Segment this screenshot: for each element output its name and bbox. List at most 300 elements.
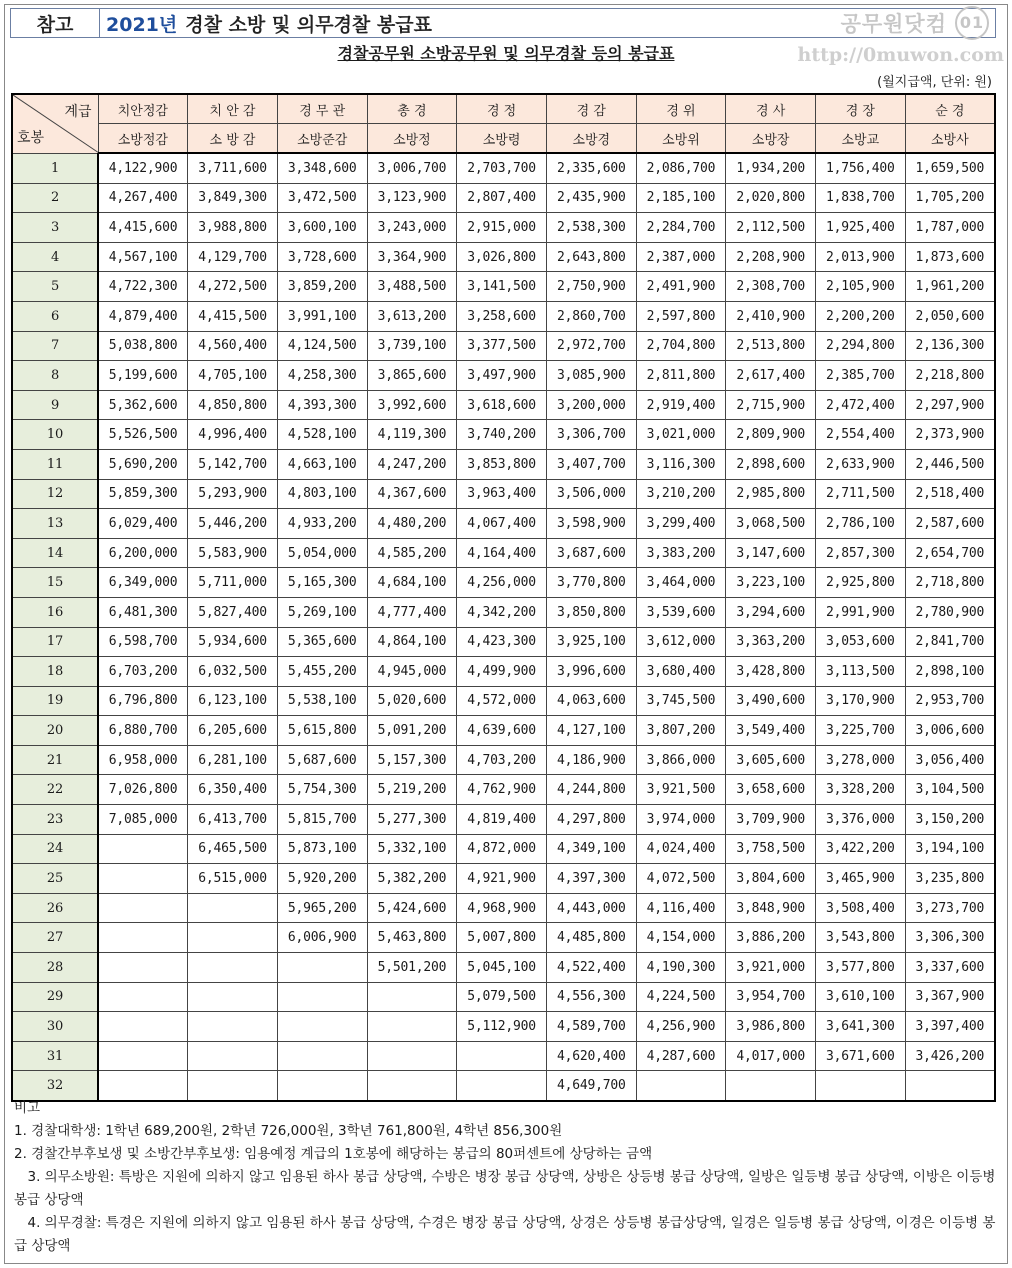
- salary-cell: 2,020,800: [726, 183, 816, 213]
- salary-cell: [277, 1012, 367, 1042]
- salary-cell: 2,704,800: [636, 331, 726, 361]
- salary-cell: 2,050,600: [905, 301, 995, 331]
- salary-cell: [98, 1012, 188, 1042]
- title-year: 2021년: [106, 13, 178, 36]
- corner-rank-label: 계급: [64, 104, 92, 120]
- table-row: [12, 716, 995, 746]
- step-number-cell: 20: [12, 716, 98, 746]
- salary-cell: 4,258,300: [277, 361, 367, 391]
- salary-cell: 2,711,500: [816, 479, 906, 509]
- salary-cell: 3,853,800: [457, 449, 547, 479]
- step-number-cell: 16: [12, 597, 98, 627]
- salary-cell: 6,598,700: [98, 627, 188, 657]
- salary-cell: 4,415,500: [188, 301, 278, 331]
- salary-cell: 2,857,300: [816, 538, 906, 568]
- salary-cell: 3,278,000: [816, 745, 906, 775]
- salary-cell: 6,515,000: [188, 864, 278, 894]
- salary-cell: 3,328,200: [816, 775, 906, 805]
- salary-cell: 3,465,900: [816, 864, 906, 894]
- salary-cell: 2,335,600: [546, 153, 636, 183]
- salary-cell: [98, 923, 188, 953]
- salary-cell: 3,428,800: [726, 657, 816, 687]
- salary-cell: 3,921,000: [726, 953, 816, 983]
- salary-cell: 2,654,700: [905, 538, 995, 568]
- salary-cell: 4,367,600: [367, 479, 457, 509]
- salary-cell: 2,633,900: [816, 449, 906, 479]
- salary-cell: 3,849,300: [188, 183, 278, 213]
- salary-cell: 3,422,200: [816, 834, 906, 864]
- table-row: [12, 183, 995, 213]
- salary-cell: 2,491,900: [636, 272, 726, 302]
- step-number-cell: 30: [12, 1012, 98, 1042]
- table-row: [12, 153, 995, 183]
- salary-cell: 3,680,400: [636, 657, 726, 687]
- table-row: [12, 1012, 995, 1042]
- fire-rank-header: 소방준감: [277, 124, 367, 154]
- salary-cell: 2,136,300: [905, 331, 995, 361]
- salary-cell: [98, 953, 188, 983]
- salary-cell: 4,522,400: [546, 953, 636, 983]
- step-number-cell: 10: [12, 420, 98, 450]
- fire-rank-header: 소방위: [636, 124, 726, 154]
- fire-rank-header: 소방정: [367, 124, 457, 154]
- salary-cell: 4,297,800: [546, 805, 636, 835]
- table-row: [12, 301, 995, 331]
- salary-cell: 3,618,600: [457, 390, 547, 420]
- salary-cell: 2,387,000: [636, 242, 726, 272]
- salary-cell: [98, 893, 188, 923]
- police-rank-header: 경 감: [546, 94, 636, 124]
- step-number-cell: 19: [12, 686, 98, 716]
- salary-cell: 2,284,700: [636, 213, 726, 243]
- salary-cell: 4,067,400: [457, 509, 547, 539]
- salary-cell: 4,423,300: [457, 627, 547, 657]
- step-number-cell: 31: [12, 1041, 98, 1071]
- salary-cell: 2,086,700: [636, 153, 726, 183]
- salary-cell: 4,996,400: [188, 420, 278, 450]
- salary-cell: 4,017,000: [726, 1041, 816, 1071]
- salary-cell: 5,424,600: [367, 893, 457, 923]
- salary-cell: 3,397,400: [905, 1012, 995, 1042]
- salary-cell: 3,600,100: [277, 213, 367, 243]
- salary-cell: 3,407,700: [546, 449, 636, 479]
- title-bar: [10, 8, 996, 38]
- salary-cell: 4,287,600: [636, 1041, 726, 1071]
- salary-cell: 2,105,900: [816, 272, 906, 302]
- salary-cell: 4,722,300: [98, 272, 188, 302]
- salary-cell: 3,865,600: [367, 361, 457, 391]
- table-row: [12, 213, 995, 243]
- salary-cell: 4,589,700: [546, 1012, 636, 1042]
- salary-cell: 4,803,100: [277, 479, 367, 509]
- salary-cell: 6,958,000: [98, 745, 188, 775]
- salary-cell: 2,715,900: [726, 390, 816, 420]
- salary-cell: 5,079,500: [457, 982, 547, 1012]
- salary-cell: 4,267,400: [98, 183, 188, 213]
- salary-cell: 3,306,300: [905, 923, 995, 953]
- salary-cell: 5,293,900: [188, 479, 278, 509]
- step-number-cell: 25: [12, 864, 98, 894]
- salary-cell: 3,539,600: [636, 597, 726, 627]
- salary-cell: 4,224,500: [636, 982, 726, 1012]
- salary-cell: 5,446,200: [188, 509, 278, 539]
- salary-cell: 2,208,900: [726, 242, 816, 272]
- salary-cell: 5,815,700: [277, 805, 367, 835]
- salary-cell: 7,026,800: [98, 775, 188, 805]
- table-row: [12, 509, 995, 539]
- salary-cell: 3,113,500: [816, 657, 906, 687]
- fire-rank-header: 소방사: [905, 124, 995, 154]
- salary-table: [11, 93, 996, 1102]
- step-number-cell: 3: [12, 213, 98, 243]
- salary-cell: 3,053,600: [816, 627, 906, 657]
- salary-cell: 3,426,200: [905, 1041, 995, 1071]
- salary-cell: 3,243,000: [367, 213, 457, 243]
- brand-badge-icon: 01: [955, 6, 989, 40]
- salary-cell: 5,157,300: [367, 745, 457, 775]
- salary-cell: 3,348,600: [277, 153, 367, 183]
- reference-tag: 참고: [11, 9, 100, 37]
- salary-cell: 3,383,200: [636, 538, 726, 568]
- remarks-heading: 비고: [14, 1100, 41, 1116]
- salary-cell: 2,294,800: [816, 331, 906, 361]
- salary-cell: 5,965,200: [277, 893, 367, 923]
- salary-cell: 4,572,000: [457, 686, 547, 716]
- salary-cell: 5,277,300: [367, 805, 457, 835]
- salary-cell: 5,827,400: [188, 597, 278, 627]
- salary-cell: 3,363,200: [726, 627, 816, 657]
- table-row: [12, 390, 995, 420]
- salary-cell: [188, 982, 278, 1012]
- salary-cell: 1,659,500: [905, 153, 995, 183]
- salary-cell: 3,577,800: [816, 953, 906, 983]
- salary-cell: 3,687,600: [546, 538, 636, 568]
- salary-cell: 4,762,900: [457, 775, 547, 805]
- salary-cell: 4,864,100: [367, 627, 457, 657]
- salary-cell: 2,953,700: [905, 686, 995, 716]
- salary-cell: 3,170,900: [816, 686, 906, 716]
- salary-cell: 4,968,900: [457, 893, 547, 923]
- step-number-cell: 5: [12, 272, 98, 302]
- salary-cell: 2,013,900: [816, 242, 906, 272]
- table-row: [12, 331, 995, 361]
- salary-cell: 3,258,600: [457, 301, 547, 331]
- salary-cell: [367, 1012, 457, 1042]
- salary-cell: 5,362,600: [98, 390, 188, 420]
- salary-cell: 2,200,200: [816, 301, 906, 331]
- salary-cell: 3,021,000: [636, 420, 726, 450]
- salary-cell: 2,538,300: [546, 213, 636, 243]
- salary-cell: 3,921,500: [636, 775, 726, 805]
- salary-cell: 2,809,900: [726, 420, 816, 450]
- salary-cell: 2,841,700: [905, 627, 995, 657]
- salary-cell: 4,272,500: [188, 272, 278, 302]
- step-number-cell: 7: [12, 331, 98, 361]
- salary-cell: 4,119,300: [367, 420, 457, 450]
- fire-rank-header: 소방장: [726, 124, 816, 154]
- salary-cell: 4,639,600: [457, 716, 547, 746]
- salary-cell: 3,804,600: [726, 864, 816, 894]
- step-number-cell: 9: [12, 390, 98, 420]
- salary-cell: 4,186,900: [546, 745, 636, 775]
- salary-cell: 5,455,200: [277, 657, 367, 687]
- salary-cell: 5,859,300: [98, 479, 188, 509]
- salary-cell: 4,129,700: [188, 242, 278, 272]
- salary-cell: 2,297,900: [905, 390, 995, 420]
- salary-cell: 4,247,200: [367, 449, 457, 479]
- salary-cell: 2,780,900: [905, 597, 995, 627]
- step-number-cell: 32: [12, 1071, 98, 1101]
- salary-cell: 2,786,100: [816, 509, 906, 539]
- salary-cell: 1,934,200: [726, 153, 816, 183]
- salary-cell: 4,154,000: [636, 923, 726, 953]
- salary-cell: 3,141,500: [457, 272, 547, 302]
- salary-cell: 5,165,300: [277, 568, 367, 598]
- salary-cell: 5,142,700: [188, 449, 278, 479]
- salary-cell: 3,598,900: [546, 509, 636, 539]
- salary-cell: 3,306,700: [546, 420, 636, 450]
- table-row: [12, 479, 995, 509]
- salary-cell: 4,024,400: [636, 834, 726, 864]
- salary-cell: 5,269,100: [277, 597, 367, 627]
- salary-cell: 5,199,600: [98, 361, 188, 391]
- remark-item: 2. 경찰간부후보생 및 소방간부후보생: 임용예정 계급의 1호봉에 해당하는 봉급의 80퍼센트에 상당하는 금액: [14, 1146, 653, 1162]
- salary-cell: 2,435,900: [546, 183, 636, 213]
- step-number-cell: 13: [12, 509, 98, 539]
- salary-cell: 5,332,100: [367, 834, 457, 864]
- salary-cell: 5,526,500: [98, 420, 188, 450]
- salary-cell: 6,006,900: [277, 923, 367, 953]
- salary-cell: [98, 864, 188, 894]
- salary-cell: 5,873,100: [277, 834, 367, 864]
- police-rank-header: 경 정: [457, 94, 547, 124]
- salary-cell: 4,349,100: [546, 834, 636, 864]
- police-rank-header: 순 경: [905, 94, 995, 124]
- salary-cell: 3,988,800: [188, 213, 278, 243]
- salary-cell: 4,663,100: [277, 449, 367, 479]
- police-rank-header: 경 무 관: [277, 94, 367, 124]
- salary-cell: 4,443,000: [546, 893, 636, 923]
- salary-cell: 3,147,600: [726, 538, 816, 568]
- salary-cell: 2,472,400: [816, 390, 906, 420]
- salary-cell: 6,350,400: [188, 775, 278, 805]
- salary-cell: 2,925,800: [816, 568, 906, 598]
- step-number-cell: 4: [12, 242, 98, 272]
- salary-cell: 3,223,100: [726, 568, 816, 598]
- table-row: [12, 538, 995, 568]
- salary-cell: 2,898,100: [905, 657, 995, 687]
- step-number-cell: 12: [12, 479, 98, 509]
- salary-cell: 4,649,700: [546, 1071, 636, 1101]
- salary-cell: [188, 1012, 278, 1042]
- salary-cell: 2,446,500: [905, 449, 995, 479]
- salary-cell: [188, 953, 278, 983]
- salary-cell: 3,506,000: [546, 479, 636, 509]
- salary-cell: 3,758,500: [726, 834, 816, 864]
- step-number-cell: 23: [12, 805, 98, 835]
- salary-cell: 4,620,400: [546, 1041, 636, 1071]
- salary-cell: 2,185,100: [636, 183, 726, 213]
- salary-cell: 2,554,400: [816, 420, 906, 450]
- salary-cell: 2,750,900: [546, 272, 636, 302]
- salary-cell: 1,873,600: [905, 242, 995, 272]
- salary-cell: 3,367,900: [905, 982, 995, 1012]
- table-row: [12, 242, 995, 272]
- salary-cell: 3,299,400: [636, 509, 726, 539]
- salary-cell: 3,605,600: [726, 745, 816, 775]
- salary-cell: 3,508,400: [816, 893, 906, 923]
- salary-cell: 3,464,000: [636, 568, 726, 598]
- fire-rank-header: 소방경: [546, 124, 636, 154]
- salary-cell: 3,056,400: [905, 745, 995, 775]
- table-row: [12, 657, 995, 687]
- salary-cell: 4,819,400: [457, 805, 547, 835]
- salary-cell: 3,739,100: [367, 331, 457, 361]
- salary-cell: 2,513,800: [726, 331, 816, 361]
- police-rank-header: 총 경: [367, 94, 457, 124]
- salary-cell: 3,376,000: [816, 805, 906, 835]
- salary-cell: 2,112,500: [726, 213, 816, 243]
- salary-cell: 5,538,100: [277, 686, 367, 716]
- table-row: [12, 568, 995, 598]
- police-rank-header-row: [12, 94, 995, 124]
- salary-cell: 3,740,200: [457, 420, 547, 450]
- salary-cell: 3,104,500: [905, 775, 995, 805]
- salary-cell: 4,485,800: [546, 923, 636, 953]
- salary-cell: 3,963,400: [457, 479, 547, 509]
- table-row: [12, 449, 995, 479]
- salary-cell: 4,777,400: [367, 597, 457, 627]
- salary-cell: 5,754,300: [277, 775, 367, 805]
- salary-cell: 5,615,800: [277, 716, 367, 746]
- salary-cell: 3,612,000: [636, 627, 726, 657]
- salary-cell: 3,210,200: [636, 479, 726, 509]
- salary-cell: 4,397,300: [546, 864, 636, 894]
- salary-cell: [277, 1041, 367, 1071]
- salary-cell: 3,991,100: [277, 301, 367, 331]
- salary-cell: [277, 982, 367, 1012]
- salary-cell: 6,205,600: [188, 716, 278, 746]
- salary-cell: 5,382,200: [367, 864, 457, 894]
- salary-cell: 6,413,700: [188, 805, 278, 835]
- salary-cell: 4,945,000: [367, 657, 457, 687]
- step-number-cell: 18: [12, 657, 98, 687]
- salary-cell: 2,218,800: [905, 361, 995, 391]
- salary-cell: 2,518,400: [905, 479, 995, 509]
- salary-cell: 2,308,700: [726, 272, 816, 302]
- salary-cell: 3,364,900: [367, 242, 457, 272]
- salary-cell: 2,985,800: [726, 479, 816, 509]
- corner-step-label: 호봉: [17, 129, 45, 146]
- salary-cell: 3,886,200: [726, 923, 816, 953]
- step-number-cell: 8: [12, 361, 98, 391]
- salary-cell: [98, 982, 188, 1012]
- table-row: [12, 420, 995, 450]
- salary-cell: 3,150,200: [905, 805, 995, 835]
- salary-cell: 3,848,900: [726, 893, 816, 923]
- table-row: [12, 1041, 995, 1071]
- salary-cell: [188, 893, 278, 923]
- salary-cell: 5,583,900: [188, 538, 278, 568]
- salary-cell: 3,337,600: [905, 953, 995, 983]
- salary-cell: 3,807,200: [636, 716, 726, 746]
- step-number-cell: 15: [12, 568, 98, 598]
- fire-rank-header-row: [12, 124, 995, 154]
- salary-cell: 2,385,700: [816, 361, 906, 391]
- table-row: [12, 893, 995, 923]
- salary-cell: 5,038,800: [98, 331, 188, 361]
- salary-cell: 4,921,900: [457, 864, 547, 894]
- table-row: [12, 745, 995, 775]
- salary-cell: 3,225,700: [816, 716, 906, 746]
- salary-cell: 3,658,600: [726, 775, 816, 805]
- salary-cell: 5,501,200: [367, 953, 457, 983]
- salary-cell: 3,123,900: [367, 183, 457, 213]
- salary-cell: [277, 953, 367, 983]
- salary-cell: 2,972,700: [546, 331, 636, 361]
- salary-cell: 4,415,600: [98, 213, 188, 243]
- salary-cell: 3,490,600: [726, 686, 816, 716]
- salary-cell: 2,991,900: [816, 597, 906, 627]
- table-row: [12, 923, 995, 953]
- table-row: [12, 805, 995, 835]
- salary-cell: 3,194,100: [905, 834, 995, 864]
- police-rank-header: 경 장: [816, 94, 906, 124]
- salary-cell: 3,085,900: [546, 361, 636, 391]
- salary-cell: 5,687,600: [277, 745, 367, 775]
- salary-cell: 1,756,400: [816, 153, 906, 183]
- table-row: [12, 686, 995, 716]
- salary-cell: 6,032,500: [188, 657, 278, 687]
- url-watermark: http://0muwon.com: [797, 44, 1004, 66]
- salary-cell: 5,690,200: [98, 449, 188, 479]
- fire-rank-header: 소방교: [816, 124, 906, 154]
- fire-rank-header: 소방정감: [98, 124, 188, 154]
- salary-cell: 4,190,300: [636, 953, 726, 983]
- salary-cell: 6,200,000: [98, 538, 188, 568]
- salary-cell: [188, 1041, 278, 1071]
- salary-cell: 3,745,500: [636, 686, 726, 716]
- salary-cell: 3,709,900: [726, 805, 816, 835]
- salary-cell: 5,920,200: [277, 864, 367, 894]
- salary-cell: 5,365,600: [277, 627, 367, 657]
- salary-cell: 6,281,100: [188, 745, 278, 775]
- police-rank-header: 치 안 감: [188, 94, 278, 124]
- salary-cell: 3,200,000: [546, 390, 636, 420]
- salary-cell: 3,068,500: [726, 509, 816, 539]
- salary-cell: 4,879,400: [98, 301, 188, 331]
- salary-cell: 4,850,800: [188, 390, 278, 420]
- salary-cell: 6,029,400: [98, 509, 188, 539]
- salary-cell: 5,463,800: [367, 923, 457, 953]
- salary-cell: 3,497,900: [457, 361, 547, 391]
- step-number-cell: 17: [12, 627, 98, 657]
- salary-cell: 4,342,200: [457, 597, 547, 627]
- salary-cell: 3,711,600: [188, 153, 278, 183]
- salary-cell: 3,488,500: [367, 272, 457, 302]
- salary-cell: 4,703,200: [457, 745, 547, 775]
- salary-cell: 5,091,200: [367, 716, 457, 746]
- salary-cell: 3,116,300: [636, 449, 726, 479]
- salary-cell: [188, 923, 278, 953]
- brand-name: 공무원닷컴: [840, 12, 947, 36]
- step-number-cell: 28: [12, 953, 98, 983]
- table-row: [12, 864, 995, 894]
- salary-cell: 5,112,900: [457, 1012, 547, 1042]
- salary-cell: 4,560,400: [188, 331, 278, 361]
- salary-cell: 4,705,100: [188, 361, 278, 391]
- salary-cell: 2,643,800: [546, 242, 636, 272]
